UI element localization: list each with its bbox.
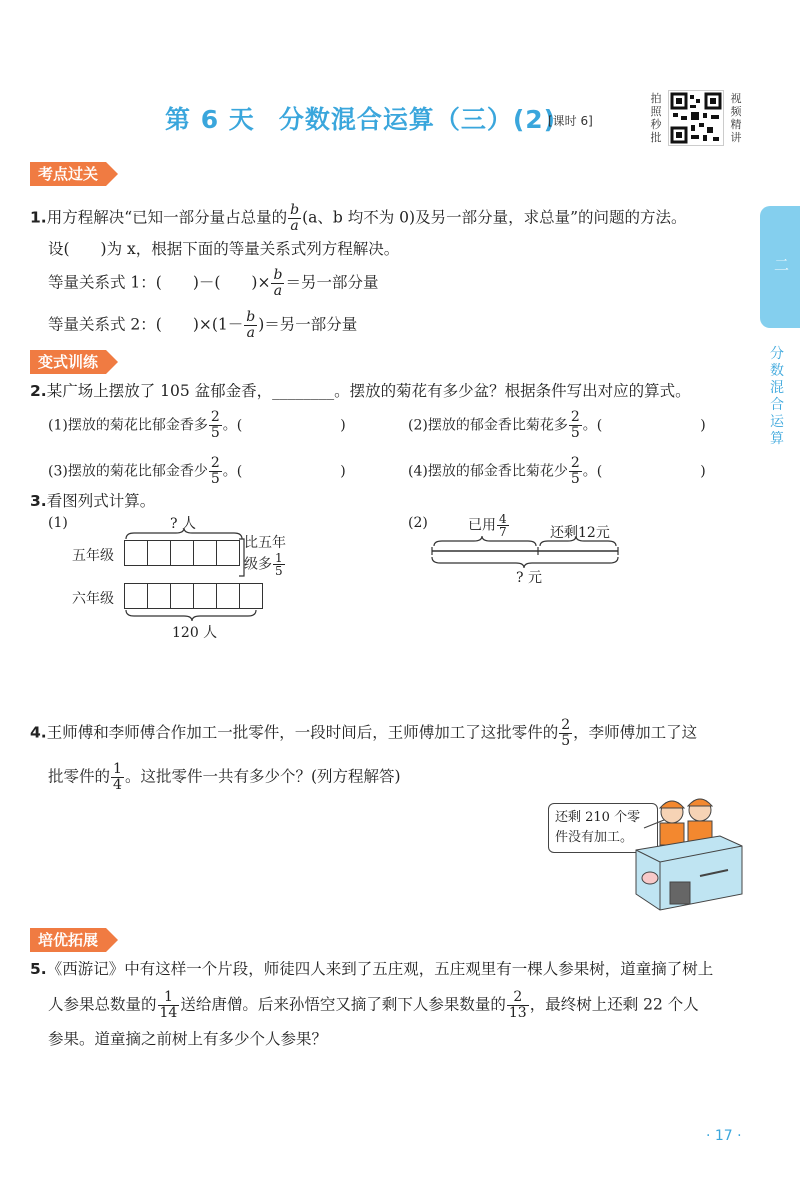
- q5-frac2-n: 2: [507, 990, 529, 1006]
- lesson-label: [课时 6]: [548, 114, 593, 128]
- title-day: 第 6 天: [165, 105, 255, 134]
- q1-eq1-a: 等量关系式 1：( )－( )×: [48, 273, 271, 292]
- q1-eq1-b: ＝另一部分量: [285, 273, 379, 292]
- q2-item-1: [48, 410, 346, 441]
- q3-compare-a: 比五年: [244, 535, 286, 551]
- q2-item-2-fraction: [569, 410, 582, 441]
- section-tag-2: 变式训练: [30, 350, 106, 374]
- q2-item-4-frac-n: 2: [570, 455, 580, 471]
- q5-text-b: 人参果总数量的: [48, 995, 157, 1014]
- q4-text-d: 。这批零件一共有多少个？(列方程解答): [124, 767, 401, 786]
- q1-eq2-b: )＝另一部分量: [258, 315, 358, 334]
- q4-fraction-2: [111, 762, 124, 793]
- q3-left-label: 还剩12元: [550, 525, 610, 541]
- q2-item-3-tail: 。( ): [222, 463, 346, 480]
- q2-item-4-text: (4)摆放的郁金香比菊花少: [408, 463, 568, 480]
- q5-number: 5.: [30, 960, 47, 978]
- q4-text-a: 王师傅和李师傅合作加工一批零件，一段时间后，王师傅加工了这批零件的: [46, 723, 559, 742]
- q5-line2: [48, 990, 699, 1021]
- q2-item-3-frac-d: 5: [210, 471, 220, 487]
- q2-text: 某广场上摆放了 105 盆郁金香，________。摆放的菊花有多少盆？根据条件写出对应的算式。: [46, 382, 691, 400]
- q1-eq2-fraction: [244, 310, 257, 341]
- q1-eq1-frac-d: a: [273, 283, 283, 299]
- chapter-tab-label: 二: [774, 256, 790, 274]
- q5-text-a: 《西游记》中有这样一个片段，师徒四人来到了五庄观，五庄观里有一棵人参果树，道童摘了树上: [46, 960, 714, 978]
- q4-frac1-d: 5: [561, 733, 571, 749]
- q1-eq2-a: 等量关系式 2：( )×(1－: [48, 315, 244, 334]
- title-topic: 分数混合运算（三）(2): [278, 105, 557, 134]
- page-title: [165, 100, 556, 136]
- q5-text-d: ，最终树上还剩 22 个人: [529, 995, 699, 1014]
- page-number: · 17 ·: [706, 1128, 742, 1144]
- q1-text-b: (a、b 均不为 0)及另一部分量，求总量”的问题的方法。: [302, 208, 687, 227]
- q3-bottom-brace: [124, 609, 264, 621]
- q3-bottom-label: 120 人: [172, 625, 218, 641]
- q3-used-text: 已用: [468, 517, 496, 534]
- q3-number: 3.: [30, 492, 47, 510]
- q5-frac1-n: 1: [158, 990, 180, 1006]
- q1-eq1-frac-n: b: [273, 267, 283, 283]
- q1-eq2: [48, 310, 357, 341]
- speech-bubble: 还剩 210 个零件没有加工。: [548, 803, 658, 853]
- q1-eq1: [48, 268, 378, 299]
- q3-used-label: [468, 513, 510, 538]
- q5-fraction-2: [507, 990, 529, 1021]
- q4-fraction-1: [559, 718, 572, 749]
- q5-text-c: 送给唐僧。后来孙悟空又摘了剩下人参果数量的: [180, 995, 506, 1014]
- q5-frac1-d: 14: [159, 1005, 178, 1021]
- q4-line2: [48, 762, 401, 793]
- q2-item-1-tail: 。( ): [222, 417, 346, 434]
- q5-fraction-1: [158, 990, 180, 1021]
- section-tag-1: 考点过关: [30, 162, 106, 186]
- section-tag-3: 培优拓展: [30, 928, 106, 952]
- q3-row2-bar: [124, 583, 263, 609]
- q2-item-4-tail: 。( ): [582, 463, 706, 480]
- chapter-side-label: 分数混合运算: [770, 346, 784, 447]
- q4-frac1-n: 2: [561, 717, 571, 733]
- q4-frac2-d: 4: [113, 777, 122, 793]
- q3-row1-bar: [124, 540, 240, 566]
- q2-item-1-frac-d: 5: [210, 425, 220, 441]
- question-2: [30, 380, 691, 402]
- q3-total-label: ? 元: [516, 570, 542, 586]
- q3-compare-text: [244, 534, 286, 577]
- video-vertical-text: 视频精讲: [730, 92, 742, 144]
- q3-row1-label: 五年级: [72, 548, 114, 564]
- q2-item-1-text: (1)摆放的菊花比郁金香多: [48, 417, 208, 434]
- q4-number: 4.: [30, 723, 47, 742]
- q2-item-2-frac-n: 2: [570, 409, 580, 425]
- q3-part1-label: (1): [48, 515, 68, 531]
- q4-text-b: ，李师傅加工了这: [573, 723, 698, 742]
- q3-used-n: 4: [499, 512, 507, 526]
- q3-compare-b: 级多: [244, 556, 272, 573]
- q1-fraction: [288, 203, 301, 234]
- qr-code-icon[interactable]: [668, 90, 724, 146]
- q3-text: 看图列式计算。: [46, 492, 156, 510]
- q1-eq1-fraction: [271, 268, 284, 299]
- q3-top-brace: [124, 528, 244, 540]
- workers-machine-illustration: [620, 790, 750, 920]
- q2-item-3-fraction: [209, 456, 222, 487]
- q3-compare-d: 5: [275, 564, 283, 578]
- q2-item-3-text: (3)摆放的菊花比郁金香少: [48, 463, 208, 480]
- q1-line2: 设( )为 x，根据下面的等量关系式列方程解决。: [48, 240, 400, 258]
- q1-eq2-frac-d: a: [246, 325, 255, 341]
- q3-compare-n: 1: [275, 551, 283, 565]
- q1-frac-n: b: [290, 202, 300, 218]
- q3-row2-label: 六年级: [72, 591, 114, 607]
- q4-frac2-n: 1: [113, 761, 122, 777]
- q2-item-2: [408, 410, 706, 441]
- q4-text-c: 批零件的: [48, 767, 111, 786]
- chapter-tab[interactable]: [760, 206, 800, 328]
- q3-used-fraction: [497, 513, 509, 538]
- q2-item-4-frac-d: 5: [570, 471, 580, 487]
- q1-number: 1.: [30, 208, 47, 227]
- q2-item-3: [48, 456, 346, 487]
- scan-vertical-text: 拍照秒批: [650, 92, 662, 144]
- q2-item-1-frac-n: 2: [210, 409, 220, 425]
- q1-frac-d: a: [290, 218, 299, 234]
- q3-compare-fraction: [273, 552, 285, 577]
- q2-item-4-fraction: [569, 456, 582, 487]
- question-1: [30, 203, 687, 234]
- question-4: [30, 718, 697, 749]
- q1-text-a: 用方程解决“已知一部分量占总量的: [46, 208, 288, 227]
- q2-item-2-frac-d: 5: [570, 425, 580, 441]
- q2-item-3-frac-n: 2: [210, 455, 220, 471]
- question-3: [30, 490, 155, 512]
- q2-item-2-text: (2)摆放的郁金香比菊花多: [408, 417, 568, 434]
- q2-item-4: [408, 456, 706, 487]
- q5-frac2-d: 13: [508, 1005, 527, 1021]
- q3-part2-label: (2): [408, 515, 428, 531]
- q3-used-d: 7: [499, 525, 507, 539]
- question-5: [30, 958, 713, 980]
- q2-item-1-fraction: [209, 410, 222, 441]
- q2-item-2-tail: 。( ): [582, 417, 706, 434]
- q5-line3: 参果。道童摘之前树上有多少个人参果？: [48, 1030, 328, 1048]
- q3-top-label: ? 人: [170, 516, 196, 532]
- q1-eq2-frac-n: b: [246, 309, 256, 325]
- q2-number: 2.: [30, 382, 47, 400]
